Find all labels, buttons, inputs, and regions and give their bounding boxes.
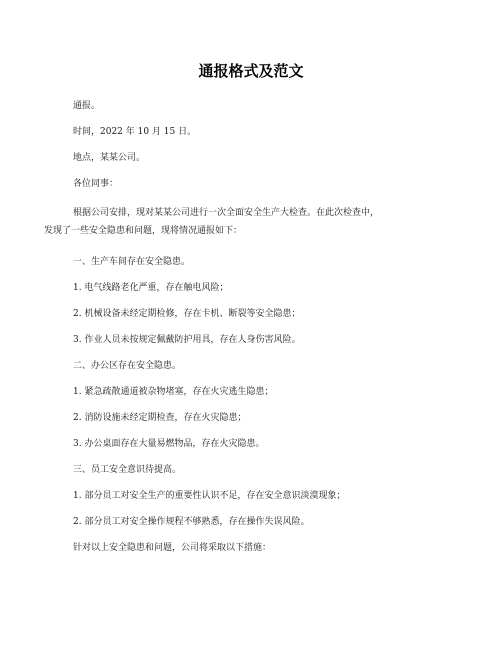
list-item: 1. 电气线路老化严重，存在触电风险；: [73, 283, 229, 293]
section-heading-2: 二、办公区存在安全隐患。: [73, 361, 182, 371]
intro-line-2: 发现了一些安全隐患和问题，现将情况通报如下：: [44, 226, 243, 236]
list-item: 1. 部分员工对安全生产的重要性认识不足，存在安全意识淡漠现象；: [73, 491, 346, 501]
intro-paragraph: [44, 204, 453, 240]
list-item: 2. 机械设备未经定期检修，存在卡机、断裂等安全隐患；: [73, 309, 301, 319]
intro-line-1: 根据公司安排，现对某某公司进行一次全面安全生产大检查。在此次检查中，: [73, 208, 380, 218]
section-heading-3: 三、员工安全意识待提高。: [73, 465, 182, 475]
section-heading-1: 一、生产车间存在安全隐患。: [73, 257, 191, 267]
list-item: 2. 消防设施未经定期检查，存在火灾隐患；: [73, 413, 247, 423]
document-title: 通报格式及范文: [198, 62, 304, 80]
list-item: 3. 办公桌面存在大量易燃物品，存在火灾隐患。: [73, 439, 265, 449]
list-item: 3. 作业人员未按规定佩戴防护用具，存在人身伤害风险。: [73, 335, 301, 345]
salutation: 各位同事：: [73, 179, 119, 189]
list-item: 1. 紧急疏散通道被杂物堵塞，存在火灾逃生隐患；: [73, 387, 274, 397]
notice-label: 通报。: [73, 101, 101, 111]
list-item: 2. 部分员工对安全操作规程不够熟悉，存在操作失误风险。: [73, 517, 310, 527]
location-line: 地点，某某公司。: [73, 153, 146, 163]
closing-line: 针对以上安全隐患和问题，公司将采取以下措施：: [73, 543, 272, 553]
time-line: 时间，2022 年 10 月 15 日。: [73, 127, 197, 137]
